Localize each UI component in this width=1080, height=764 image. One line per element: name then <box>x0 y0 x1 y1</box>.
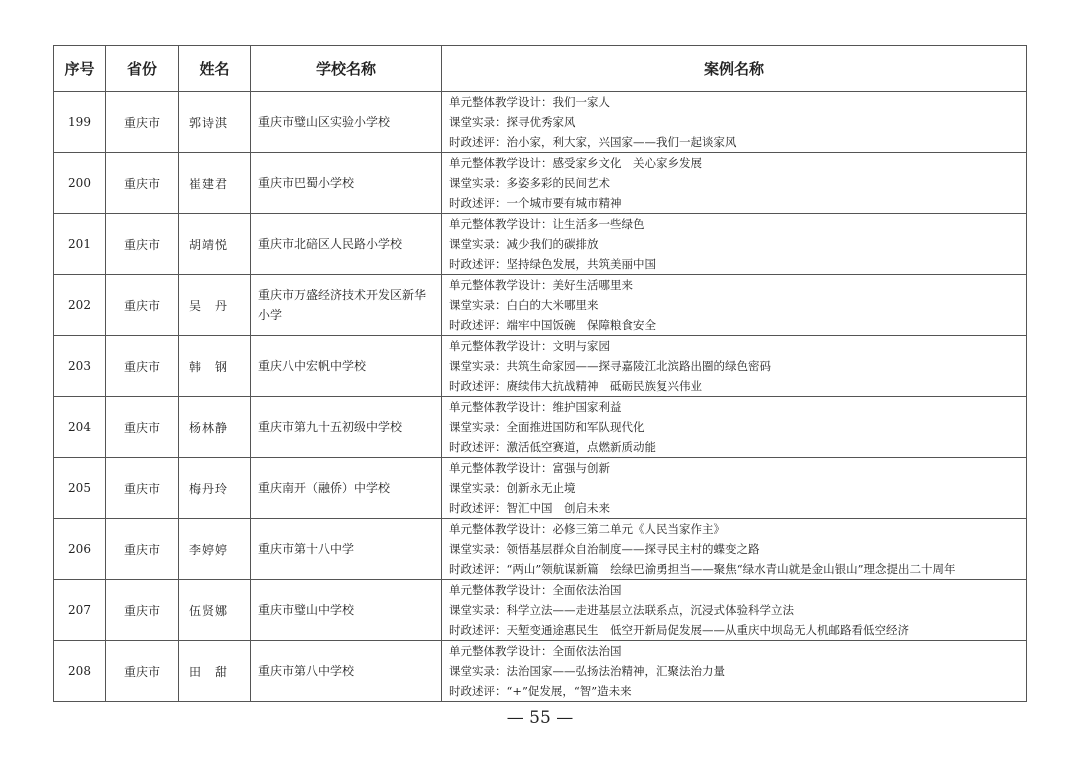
table-row <box>54 214 1027 275</box>
cell-school: 重庆八中宏帆中学校 <box>251 336 442 397</box>
case-line: 单元整体教学设计：我们一家人 <box>449 95 610 109</box>
case-line: 时政述评：智汇中国 创启未来 <box>449 501 610 515</box>
cell-school: 重庆市璧山区实验小学校 <box>251 92 442 153</box>
case-line: 时政述评：一个城市要有城市精神 <box>449 196 622 210</box>
case-line: 单元整体教学设计：全面依法治国 <box>449 644 622 658</box>
cell-name: 郭诗淇 <box>179 92 251 153</box>
table-row <box>54 275 1027 336</box>
table-body <box>54 92 1027 702</box>
case-line: 课堂实录：领悟基层群众自治制度——探寻民主村的蝶变之路 <box>449 542 760 556</box>
cell-case <box>442 336 1027 397</box>
cell-province: 重庆市 <box>106 519 179 580</box>
case-line: 课堂实录：白白的大米哪里来 <box>449 298 599 312</box>
cell-province: 重庆市 <box>106 153 179 214</box>
case-line: 课堂实录：多姿多彩的民间艺术 <box>449 176 610 190</box>
cell-school: 重庆市第十八中学 <box>251 519 442 580</box>
cell-school: 重庆市第九十五初级中学校 <box>251 397 442 458</box>
table-row <box>54 641 1027 702</box>
case-line: 课堂实录：科学立法——走进基层立法联系点，沉浸式体验科学立法 <box>449 603 794 617</box>
cell-province: 重庆市 <box>106 458 179 519</box>
cell-case <box>442 153 1027 214</box>
cell-province: 重庆市 <box>106 641 179 702</box>
case-line: 单元整体教学设计：让生活多一些绿色 <box>449 217 645 231</box>
cell-num: 204 <box>54 397 106 458</box>
case-line: 时政述评：天堑变通途惠民生 低空开新局促发展——从重庆中坝岛无人机邮路看低空经济 <box>449 623 909 637</box>
cell-num: 201 <box>54 214 106 275</box>
case-line: 时政述评：端牢中国饭碗 保障粮食安全 <box>449 318 656 332</box>
table-row <box>54 92 1027 153</box>
cell-case <box>442 641 1027 702</box>
header-school: 学校名称 <box>251 46 442 92</box>
case-line: 课堂实录：探寻优秀家风 <box>449 115 576 129</box>
case-line: 单元整体教学设计：必修三第二单元《人民当家作主》 <box>449 522 725 536</box>
cell-school: 重庆南开（融侨）中学校 <box>251 458 442 519</box>
cell-case <box>442 275 1027 336</box>
table-header-row <box>54 46 1027 92</box>
header-num: 序号 <box>54 46 106 92</box>
cell-school: 重庆市北碚区人民路小学校 <box>251 214 442 275</box>
case-line: 单元整体教学设计：文明与家园 <box>449 339 610 353</box>
table-row <box>54 153 1027 214</box>
cell-name: 田 甜 <box>179 641 251 702</box>
cell-name: 吴 丹 <box>179 275 251 336</box>
cell-case <box>442 458 1027 519</box>
cell-num: 203 <box>54 336 106 397</box>
cell-name: 崔建君 <box>179 153 251 214</box>
case-line: 课堂实录：减少我们的碳排放 <box>449 237 599 251</box>
cell-school: 重庆市万盛经济技术开发区新华小学 <box>251 275 442 336</box>
case-line: 时政述评：激活低空赛道，点燃新质动能 <box>449 440 656 454</box>
cell-case <box>442 580 1027 641</box>
case-line: 单元整体教学设计：全面依法治国 <box>449 583 622 597</box>
case-line: 课堂实录：创新永无止境 <box>449 481 576 495</box>
table-row <box>54 519 1027 580</box>
cell-num: 202 <box>54 275 106 336</box>
case-line: 单元整体教学设计：美好生活哪里来 <box>449 278 633 292</box>
cell-province: 重庆市 <box>106 336 179 397</box>
case-line: 时政述评：“两山”领航谋新篇 绘绿巴渝勇担当——聚焦“绿水青山就是金山银山”理念提出二十周年 <box>449 562 956 576</box>
cell-name: 韩 钢 <box>179 336 251 397</box>
cell-school: 重庆市璧山中学校 <box>251 580 442 641</box>
cell-num: 206 <box>54 519 106 580</box>
case-line: 单元整体教学设计：富强与创新 <box>449 461 610 475</box>
cell-name: 杨林静 <box>179 397 251 458</box>
cell-province: 重庆市 <box>106 92 179 153</box>
cell-num: 200 <box>54 153 106 214</box>
cell-province: 重庆市 <box>106 580 179 641</box>
cell-case <box>442 397 1027 458</box>
table-row <box>54 458 1027 519</box>
cell-name: 梅丹玲 <box>179 458 251 519</box>
cell-province: 重庆市 <box>106 214 179 275</box>
case-line: 时政述评：坚持绿色发展，共筑美丽中国 <box>449 257 656 271</box>
cell-case <box>442 92 1027 153</box>
case-line: 时政述评：治小家，利大家，兴国家——我们一起谈家风 <box>449 135 737 149</box>
cell-name: 胡靖悦 <box>179 214 251 275</box>
case-line: 时政述评：“+”促发展，“智”造未来 <box>449 684 632 698</box>
cell-num: 199 <box>54 92 106 153</box>
cell-school: 重庆市巴蜀小学校 <box>251 153 442 214</box>
cell-case <box>442 214 1027 275</box>
cell-province: 重庆市 <box>106 275 179 336</box>
case-line: 单元整体教学设计：维护国家利益 <box>449 400 622 414</box>
case-line: 课堂实录：法治国家——弘扬法治精神，汇聚法治力量 <box>449 664 725 678</box>
page-number: — 55 — <box>506 708 574 728</box>
data-table <box>53 45 1027 702</box>
header-case: 案例名称 <box>442 46 1027 92</box>
header-province: 省份 <box>106 46 179 92</box>
cell-province: 重庆市 <box>106 397 179 458</box>
cell-name: 伍贤娜 <box>179 580 251 641</box>
header-name: 姓名 <box>179 46 251 92</box>
cell-num: 207 <box>54 580 106 641</box>
cell-school: 重庆市第八中学校 <box>251 641 442 702</box>
table-row <box>54 397 1027 458</box>
cell-name: 李婷婷 <box>179 519 251 580</box>
case-line: 时政述评：赓续伟大抗战精神 砥砺民族复兴伟业 <box>449 379 702 393</box>
table-row <box>54 336 1027 397</box>
case-line: 课堂实录：全面推进国防和军队现代化 <box>449 420 645 434</box>
table-row <box>54 580 1027 641</box>
case-line: 课堂实录：共筑生命家园——探寻嘉陵江北滨路出圈的绿色密码 <box>449 359 771 373</box>
cell-num: 205 <box>54 458 106 519</box>
case-line: 单元整体教学设计：感受家乡文化 关心家乡发展 <box>449 156 702 170</box>
cell-case <box>442 519 1027 580</box>
cell-num: 208 <box>54 641 106 702</box>
